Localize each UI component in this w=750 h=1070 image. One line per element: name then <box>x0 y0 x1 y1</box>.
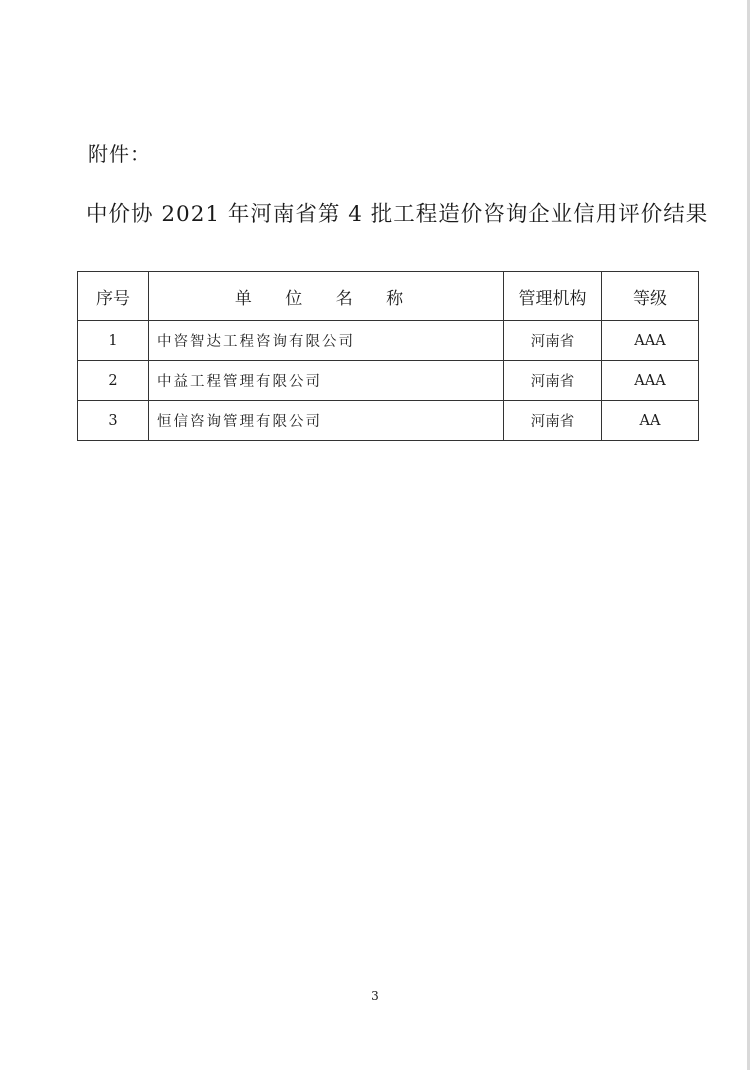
table-header-row <box>78 272 699 321</box>
credit-rating-table <box>77 271 699 441</box>
document-title: 中价协 2021 年河南省第 4 批工程造价咨询企业信用评价结果 <box>86 202 709 227</box>
header-grade: 等级 <box>602 272 699 321</box>
row-unit-name: 中益工程管理有限公司 <box>149 361 504 401</box>
row-management-agency: 河南省 <box>504 321 602 361</box>
table-row <box>78 321 699 361</box>
page-number: 3 <box>371 989 379 1003</box>
row-serial-number: 2 <box>78 361 149 401</box>
row-unit-name: 恒信咨询管理有限公司 <box>149 401 504 441</box>
row-grade: AAA <box>602 321 699 361</box>
row-serial-number: 3 <box>78 401 149 441</box>
row-management-agency: 河南省 <box>504 361 602 401</box>
table-row <box>78 361 699 401</box>
header-unit-name: 单 位 名 称 <box>149 272 504 321</box>
row-grade: AAA <box>602 361 699 401</box>
row-serial-number: 1 <box>78 321 149 361</box>
table-row <box>78 401 699 441</box>
attachment-label: 附件： <box>88 142 151 166</box>
header-serial-number: 序号 <box>78 272 149 321</box>
header-management-agency: 管理机构 <box>504 272 602 321</box>
row-management-agency: 河南省 <box>504 401 602 441</box>
row-grade: AA <box>602 401 699 441</box>
row-unit-name: 中咨智达工程咨询有限公司 <box>149 321 504 361</box>
